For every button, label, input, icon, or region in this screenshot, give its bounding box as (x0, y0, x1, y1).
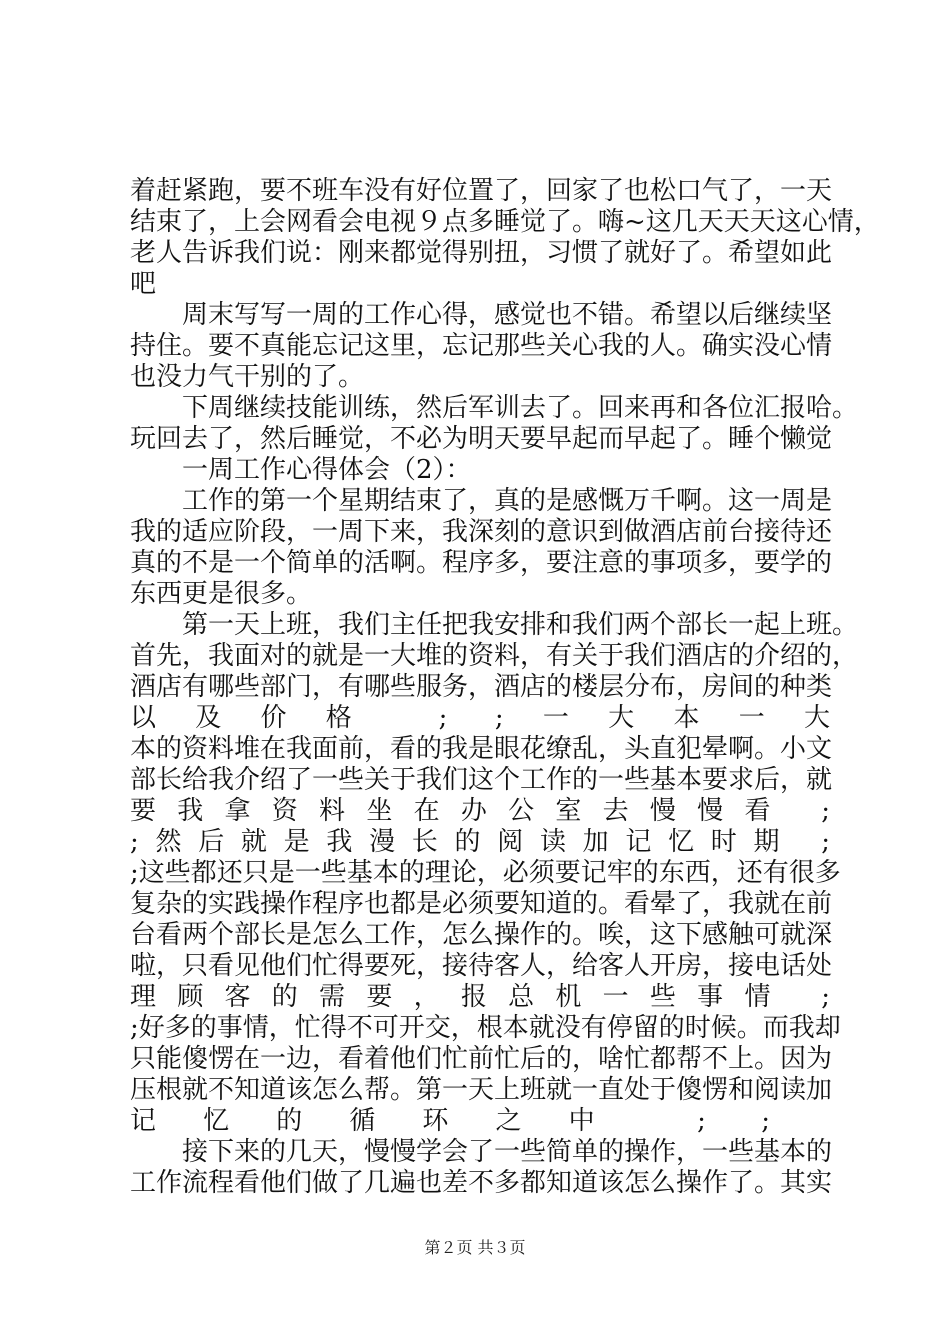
text-line: ;好多的事情，忙得不可开交，根本就没有停留的时候。而我却 (130, 1013, 841, 1043)
text-line: 理顾客的需要，报总机一些事情 ; (130, 982, 830, 1012)
text-line: 也没力气干别的了。 (130, 362, 365, 392)
text-line: 玩回去了，然后睡觉，不必为明天要早起而早起了。睡个懒觉 (130, 424, 833, 454)
text-line: 啦，只看见他们忙得要死，接待客人，给客人开房，接电话处 (130, 951, 833, 981)
text-line: 以及价格 ; ;一大本一大 (130, 703, 830, 733)
text-line: ;这些都还只是一些基本的理论，必须要记牢的东西，还有很多 (130, 858, 841, 888)
text-line: 我的适应阶段，一周下来，我深刻的意识到做酒店前台接待还 (130, 517, 833, 547)
document-body (130, 176, 880, 1199)
text-line: 首先，我面对的就是一大堆的资料，有关于我们酒店的介绍的， (130, 641, 859, 671)
text-line: 复杂的实践操作程序也都是必须要知道的。看晕了，我就在前 (130, 889, 833, 919)
text-line: 东西更是很多。 (130, 579, 313, 609)
text-line: 工作的第一个星期结束了，真的是感慨万千啊。这一周是 (182, 486, 833, 516)
text-line: 部长给我介绍了一些关于我们这个工作的一些基本要求后，就 (130, 765, 833, 795)
text-line: ;然后就是我漫长的阅读加记忆时期 ; (130, 827, 830, 857)
text-line: 周末写写一周的工作心得，感觉也不错。希望以后继续坚 (182, 300, 833, 330)
text-line: 持住。要不真能忘记这里，忘记那些关心我的人。确实没心情 (130, 331, 833, 361)
section-heading: 一周工作心得体会（2）： (182, 455, 472, 485)
text-line: 酒店有哪些部门，有哪些服务，酒店的楼层分布，房间的种类 (130, 672, 833, 702)
text-line: 要我拿资料坐在办公室去慢慢看 ; (130, 796, 830, 826)
text-line: 台看两个部长是怎么工作，怎么操作的。唉，这下感触可就深 (130, 920, 833, 950)
text-line: 记忆的循环之中 ; ; (130, 1106, 770, 1136)
text-line: 真的不是一个简单的活啊。程序多，要注意的事项多，要学的 (130, 548, 833, 578)
text-line: 下周继续技能训练，然后军训去了。回来再和各位汇报哈。 (182, 393, 859, 423)
text-line: 老人告诉我们说：刚来都觉得别扭，习惯了就好了。希望如此 (130, 238, 833, 268)
text-line: 只能傻愣在一边，看着他们忙前忙后的，啥忙都帮不上。因为 (130, 1044, 833, 1074)
text-line: 结束了，上会网看会电视９点多睡觉了。嗨~这几天天天这心情， (130, 207, 880, 237)
page-number-footer: 第２页 共３页 (424, 1238, 526, 1257)
text-line: 第一天上班，我们主任把我安排和我们两个部长一起上班。 (182, 610, 859, 640)
text-line: 着赶紧跑，要不班车没有好位置了，回家了也松口气了，一天 (130, 176, 833, 206)
text-line: 压根就不知道该怎么帮。第一天上班就一直处于傻愣和阅读加 (130, 1075, 833, 1105)
text-line: 接下来的几天，慢慢学会了一些简单的操作，一些基本的 (182, 1137, 833, 1167)
text-line: 吧 (130, 269, 157, 299)
text-line: 工作流程看他们做了几遍也差不多都知道该怎么操作了。其实 (130, 1168, 833, 1198)
text-line: 本的资料堆在我面前，看的我是眼花缭乱，头直犯晕啊。小文 (130, 734, 833, 764)
